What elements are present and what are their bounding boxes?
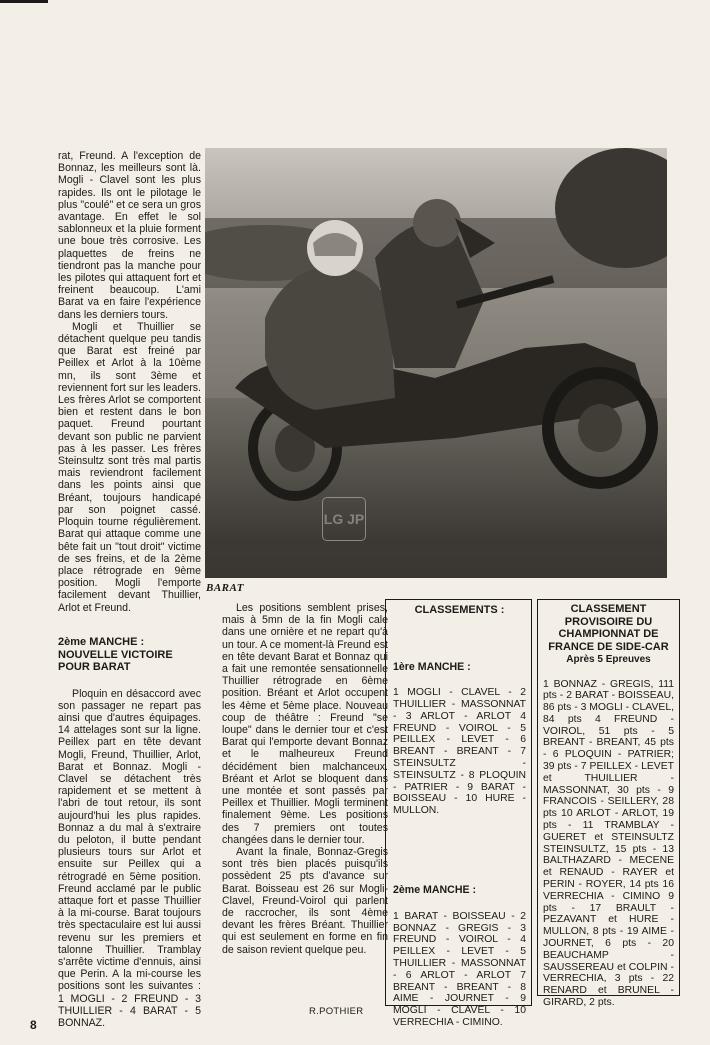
page-number: 8 <box>30 1018 37 1032</box>
sidecar-photo-illustration <box>205 148 667 578</box>
manche1-title: 1ère MANCHE : <box>393 660 471 673</box>
championship-standings-box <box>537 599 680 1009</box>
middle-column <box>222 602 388 956</box>
author-signature: R.POTHIER <box>309 1006 364 1017</box>
paragraph: Mogli et Thuillier se détachent quelque peu tandis que Barat est freiné par Peillex et Arlot à la 10ème mn, ils sont 3ème et reviennent fort sur les leaders. Les frères Arlot se comportent bien et restent dans le bon paquet. Freund pourtant devant son public ne parvient pas à les passer. Les frères Steinsultz sont très mal partis mais reviendront facilement dans les points ainsi que Bréant, toujours handicapé par son poignet cassé. Ploquin tourne régulièrement. Barat qui attaque comme une bête fait un "tout droit" victime de ses freins, et de la 2ème place rétrograde en 9ème position. Mogli l'emporte facilement devant Thuillier, Arlot et Freund. <box>58 320 201 614</box>
watermark-stamp: LG JP <box>322 497 366 541</box>
paragraph: Les positions semblent prises, mais à 5mn de la fin Mogli cale dans une ornière et ne repart qu'à un tour. A ce moment-là Freund est en tête devant Barat et Bonnaz qui a fait une remontée sensationnelle Thuillier rétrograde en 6ème position. Bréant et Arlot occupent les 4ème et 5ème place. Nouveau coup de théâtre : Freund "se loupe" dans le dernier tour et c'est Barat qui l'emporte devant Bonnaz et le malheureux Freund décidément bien malchanceux. Bréant et Arlot se bloquent dans une montée et sont passés par Peillex et Thuillier. Mogli terminent finalement 9ème. Les positions des 7 premiers ont toutes changées dans le dernier tour. <box>222 602 388 846</box>
section-subheading: 2ème MANCHE : NOUVELLE VICTOIRE POUR BARAT <box>58 636 173 673</box>
classements-title: CLASSEMENTS : <box>414 604 505 616</box>
manche2-results: 1 BARAT - BOISSEAU - 2 BONNAZ - GREGIS - 3 FREUND - VOIROL - 4 PEILLEX - LEVET - 5 THUILLIER - MASSONNAT - 6 ARLOT - ARLOT 7 BREANT - BREANT - 8 AIME - JOURNET - 9 MOGLI - CLAVEL - 10 VERRECHIA - CIMINO. <box>393 910 526 1029</box>
standings-subtitle: Après 5 Epreuves <box>566 654 651 665</box>
classements-box <box>385 599 532 1029</box>
photo-caption: BARAT <box>206 582 244 594</box>
paragraph: rat, Freund. A l'exception de Bonnaz, les meilleurs sont là. Mogli - Clavel sont les plus rapides. Ils ont le pilotage le plus "coulé" et ce sera un gros avantage. En effet le sol sablonneux et la pluie forment une boue très corrosive. Les plaquettes de freins ne tiendront pas la manche pour les pilotes qui attaquent fort et freinent beaucoup. L'ami Barat va en faire l'expérience dans les derniers tours. <box>58 150 201 321</box>
manche1-results: 1 MOGLI - CLAVEL - 2 THUILLIER - MASSONNAT - 3 ARLOT - ARLOT 4 FREUND - VOIROL - 5 PEILLEX - LEVET - 6 BREANT - BREANT - 7 STEINSULTZ - STEINSULTZ - 8 PLOQUIN - PATRIER - 9 BARAT - BOISSEAU - 10 HURE - MULLON. <box>393 687 526 817</box>
standings-results: 1 BONNAZ - GREGIS, 111 pts - 2 BARAT - BOISSEAU, 86 pts - 3 MOGLI - CLAVEL, 84 pts 4 FREUND - VOIROL, 51 pts - 5 BREANT - BREANT, 45 pts - 6 PLOQUIN - PATRIER; 39 pts - 7 PEILLEX - LEVET et THUILLIER - MASSONNAT, 30 pts - 9 FRANCOIS - SEILLERY, 28 pts 10 ARLOT - ARLOT, 19 pts - 11 TRAMBLAY - GUERET et STEINSULTZ STEINSULTZ, 15 pts - 13 BALTHAZARD - MECENE et RENAUD - RAYER et PERIN - ROYER, 14 pts 16 VERRECHIA - CIMINO 9 pts - 17 BRAULT - PEZAVANT et HURE - MULLON, 8 pts - 19 AIME - JOURNET, 6 pts - 20 BEAUCHAMP - SAUSSEREAU et COLPIN - VERRECHIA, 3 pts - 22 RENARD et BRUNEL - GIRARD, 2 pts. <box>543 678 674 1009</box>
top-rule <box>0 0 48 3</box>
paragraph: Avant la finale, Bonnaz-Gregis sont très bien placés puisqu'ils possèdent 25 pts d'avance sur Barat. Boisseau est 26 sur Mogli-Clavel, Freund-Voirol qui parlent de raccrocher, ils sont 4ème devant les frères Bréant. Thuillier qui est seulement en forme en fin de saison revient quelque peu. <box>222 846 388 956</box>
race-photo <box>205 148 667 578</box>
paragraph: Ploquin en désaccord avec son passager ne repart pas ainsi que d'autres équipages. 14 attelages sont sur la ligne. Peillex part en tête devant Mogli, Freund, Thuillier, Arlot, Barat et Bonnaz. Mogli - Clavel se détachent très rapidement et se mettent à l'abri de tout retour, ils sont aujourd'hui les plus rapides. Bonnaz a du mal à s'extraire du peloton, il butte pendant plusieurs tours sur Arlot et ensuite sur Peillex qui a rétrogradé en 5ème position. Freund acclamé par le public attaque fort et passe Thuillier à la mi-course. Barat toujours très spectaculaire est lui aussi revenu sur les premiers et talonne Thuillier. Tramblay s'arrête victime d'ennuis, ainsi que Perin. A la mi-course les positions sont les suivantes : 1 MOGLI - 2 FREUND - 3 THUILLIER - 4 BARAT - 5 BONNAZ. <box>58 687 201 1029</box>
manche2-title: 2ème MANCHE : <box>393 884 477 897</box>
left-column-bottom <box>58 636 201 1029</box>
left-column-top <box>58 150 201 614</box>
standings-title: CLASSEMENT PROVISOIRE DU CHAMPIONNAT DE FRANCE DE SIDE-CAR <box>548 603 669 653</box>
